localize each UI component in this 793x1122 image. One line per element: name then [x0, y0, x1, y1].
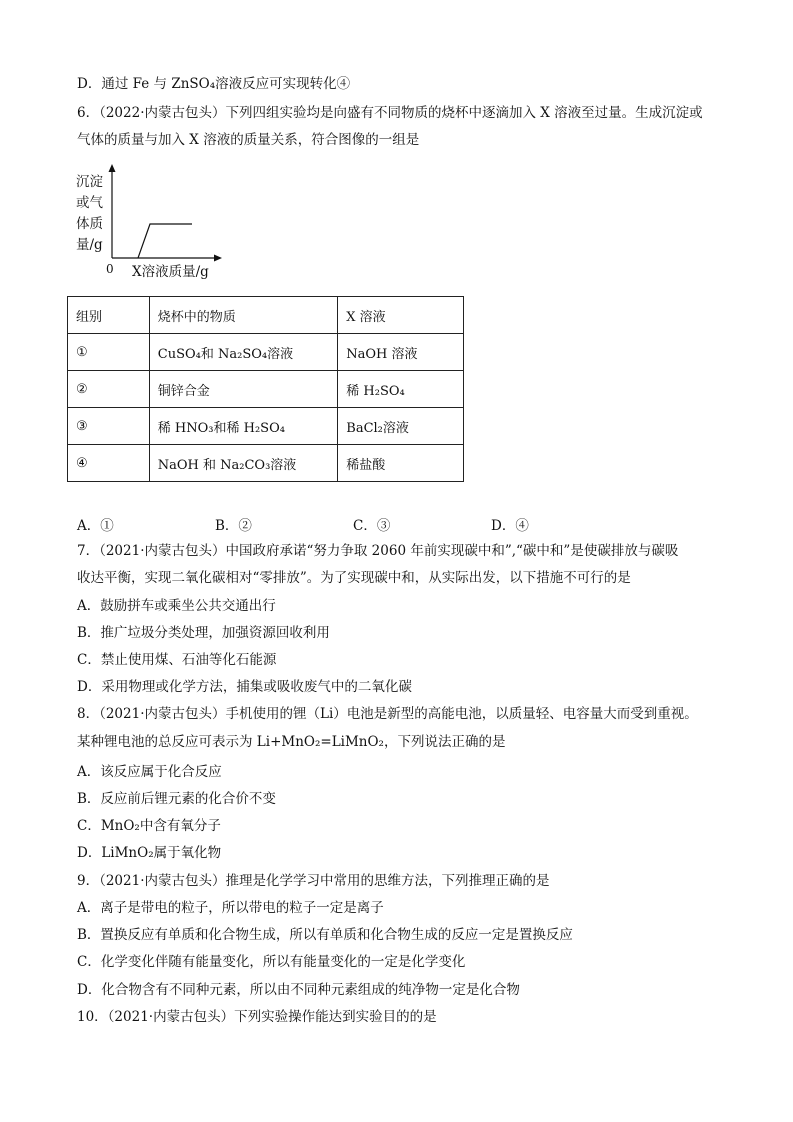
table-row	[68, 334, 464, 371]
y-label-line: 体质	[76, 216, 103, 232]
question-8-option-b: B．反应前后锂元素的化合价不变	[77, 791, 276, 807]
table-cell: BaCl₂溶液	[338, 408, 464, 445]
table-row	[68, 408, 464, 445]
question-9-option-a: A．离子是带电的粒子，所以带电的粒子一定是离子	[77, 900, 384, 916]
table-cell: 稀 HNO₃和稀 H₂SO₄	[149, 408, 338, 445]
table-cell: ②	[68, 371, 150, 408]
table-row	[68, 371, 464, 408]
question-8-option-c: C．MnO₂中含有氧分子	[77, 818, 221, 834]
question-7-option-d: D．采用物理或化学方法，捕集或吸收废气中的二氧化碳	[77, 679, 412, 695]
table-cell: 稀盐酸	[338, 445, 464, 482]
question-6-option-b: B．②	[215, 518, 252, 534]
question-8-stem-line-1: 8．（2021·内蒙古包头）手机使用的锂（Li）电池是新型的高能电池，以质量轻、电容量大而受到重视。	[77, 706, 698, 722]
question-8-option-a: A．该反应属于化合反应	[77, 764, 222, 780]
table-header: X 溶液	[338, 297, 464, 334]
question-6-option-c: C．③	[353, 518, 391, 534]
graph-curve	[138, 224, 192, 258]
table-header-row	[68, 297, 464, 334]
question-5-option-d: D．通过 Fe 与 ZnSO₄溶液反应可实现转化④	[77, 76, 351, 92]
question-7-stem-line-1: 7．（2021·内蒙古包头）中国政府承诺“努力争取 2060 年前实现碳中和”,“碳中和”是使碳排放与碳吸	[77, 543, 679, 559]
question-8-option-d: D．LiMnO₂属于氧化物	[77, 845, 222, 861]
y-label-line: 或气	[76, 195, 103, 211]
experiment-table	[67, 296, 464, 482]
question-8-stem-line-2: 某种锂电池的总反应可表示为 Li+MnO₂=LiMnO₂，下列说法正确的是	[77, 734, 506, 750]
y-axis-arrow	[109, 164, 116, 172]
question-9-option-c: C．化学变化伴随有能量变化，所以有能量变化的一定是化学变化	[77, 954, 466, 970]
question-9-option-b: B．置换反应有单质和化合物生成，所以有单质和化合物生成的反应一定是置换反应	[77, 927, 573, 943]
question-6-option-d: D．④	[491, 518, 529, 534]
table-cell: 铜锌合金	[149, 371, 338, 408]
table-cell: CuSO₄和 Na₂SO₄溶液	[149, 334, 338, 371]
question-9-stem: 9．（2021·内蒙古包头）推理是化学学习中常用的思维方法，下列推理正确的是	[77, 873, 550, 889]
question-7-option-c: C．禁止使用煤、石油等化石能源	[77, 652, 277, 668]
question-7-option-a: A．鼓励拼车或乘坐公共交通出行	[77, 598, 276, 614]
table-cell: NaOH 溶液	[338, 334, 464, 371]
graph-y-label	[76, 172, 106, 256]
question-7-option-b: B．推广垃圾分类处理，加强资源回收利用	[77, 625, 330, 641]
question-6-option-a: A．①	[77, 518, 114, 534]
question-6-stem-line-1: 6．（2022·内蒙古包头）下列四组实验均是向盛有不同物质的烧杯中逐滴加入 X 溶液至过量。生成沉淀或	[77, 105, 703, 121]
question-6-graph	[76, 160, 226, 285]
x-axis-arrow	[214, 255, 222, 262]
table-cell: NaOH 和 Na₂CO₃溶液	[149, 445, 338, 482]
table-cell: ①	[68, 334, 150, 371]
y-label-line: 沉淀	[76, 174, 103, 190]
table-cell: ③	[68, 408, 150, 445]
graph-origin-label: 0	[106, 262, 114, 276]
table-cell: 稀 H₂SO₄	[338, 371, 464, 408]
question-9-option-d: D．化合物含有不同种元素，所以由不同种元素组成的纯净物一定是化合物	[77, 982, 520, 998]
question-10-stem: 10．（2021·内蒙古包头）下列实验操作能达到实验目的的是	[77, 1009, 437, 1025]
table-cell: ④	[68, 445, 150, 482]
question-7-stem-line-2: 收达平衡，实现二氧化碳相对“零排放”。为了实现碳中和，从实际出发，以下措施不可行的是	[77, 570, 631, 586]
question-6-stem-line-2: 气体的质量与加入 X 溶液的质量关系，符合图像的一组是	[77, 132, 420, 148]
graph-x-label: X溶液质量/g	[132, 264, 209, 280]
table-header: 烧杯中的物质	[149, 297, 338, 334]
table-header: 组别	[68, 297, 150, 334]
y-label-line: 量/g	[76, 237, 103, 253]
table-row	[68, 445, 464, 482]
